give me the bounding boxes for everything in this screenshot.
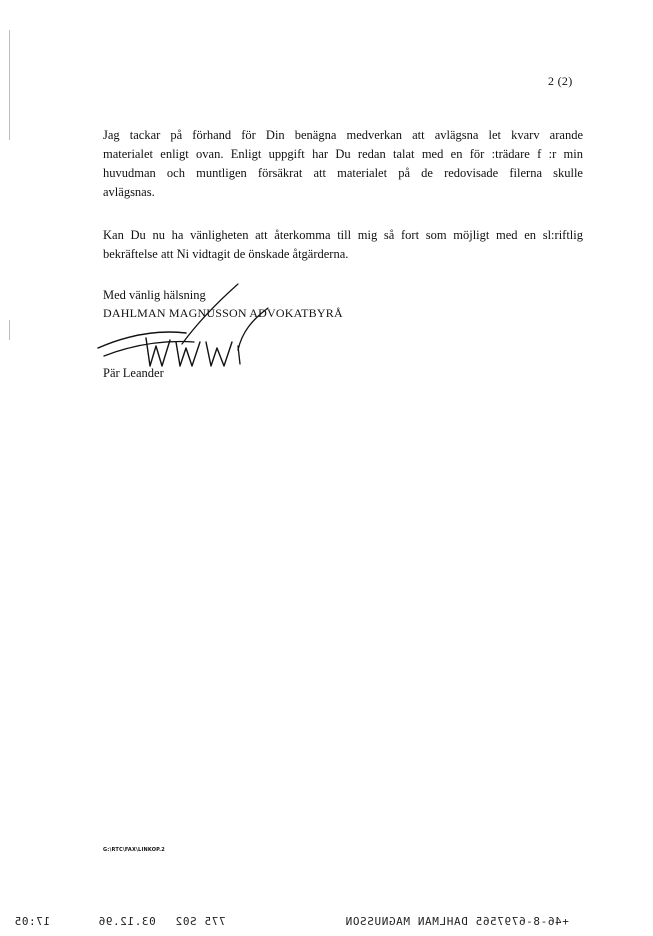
paragraph-line: Jag tackar på förhand för Din benägna medverkan att avlägsna let kvarv arande bbox=[103, 128, 583, 142]
fax-date: 03.12.96 bbox=[98, 915, 156, 928]
paragraph-line: bekräftelse att Ni vidtagit de önskade åtgärderna. bbox=[103, 247, 349, 261]
fax-sender: +46-8-6797565 DAHLMAN MAGNUSSON bbox=[345, 915, 569, 928]
fax-time: 17:05 bbox=[14, 915, 51, 928]
fax-transmission-header bbox=[0, 915, 653, 935]
paragraph-line: Kan Du nu ha vänligheten att återkomma till mig så fort som möjligt med en sl:riftlig bbox=[103, 228, 583, 242]
handwritten-signature bbox=[90, 280, 290, 380]
firm-name: DAHLMAN MAGNUSSON ADVOKATBYRÅ bbox=[103, 306, 343, 320]
paragraph-line: avlägsnas. bbox=[103, 185, 155, 199]
paragraph-line: huvudman och muntligen försäkrat att materialet på de redovisade filerna skulle bbox=[103, 166, 583, 180]
scan-edge-mark bbox=[9, 30, 10, 140]
fax-page-id: 775 S02 bbox=[175, 915, 226, 928]
paragraph-confirmation bbox=[103, 226, 583, 264]
paragraph-request bbox=[103, 126, 583, 202]
file-path: G:\RTC\FAX\LINKOP.2 bbox=[103, 847, 165, 853]
signer-name: Pär Leander bbox=[103, 366, 164, 380]
scan-edge-mark bbox=[9, 320, 10, 340]
paragraph-line: materialet enligt ovan. Enligt uppgift har Du redan talat med en för :trädare f :r min bbox=[103, 147, 583, 161]
page-number: 2 (2) bbox=[548, 74, 573, 88]
closing-salutation: Med vänlig hälsning bbox=[103, 288, 206, 302]
